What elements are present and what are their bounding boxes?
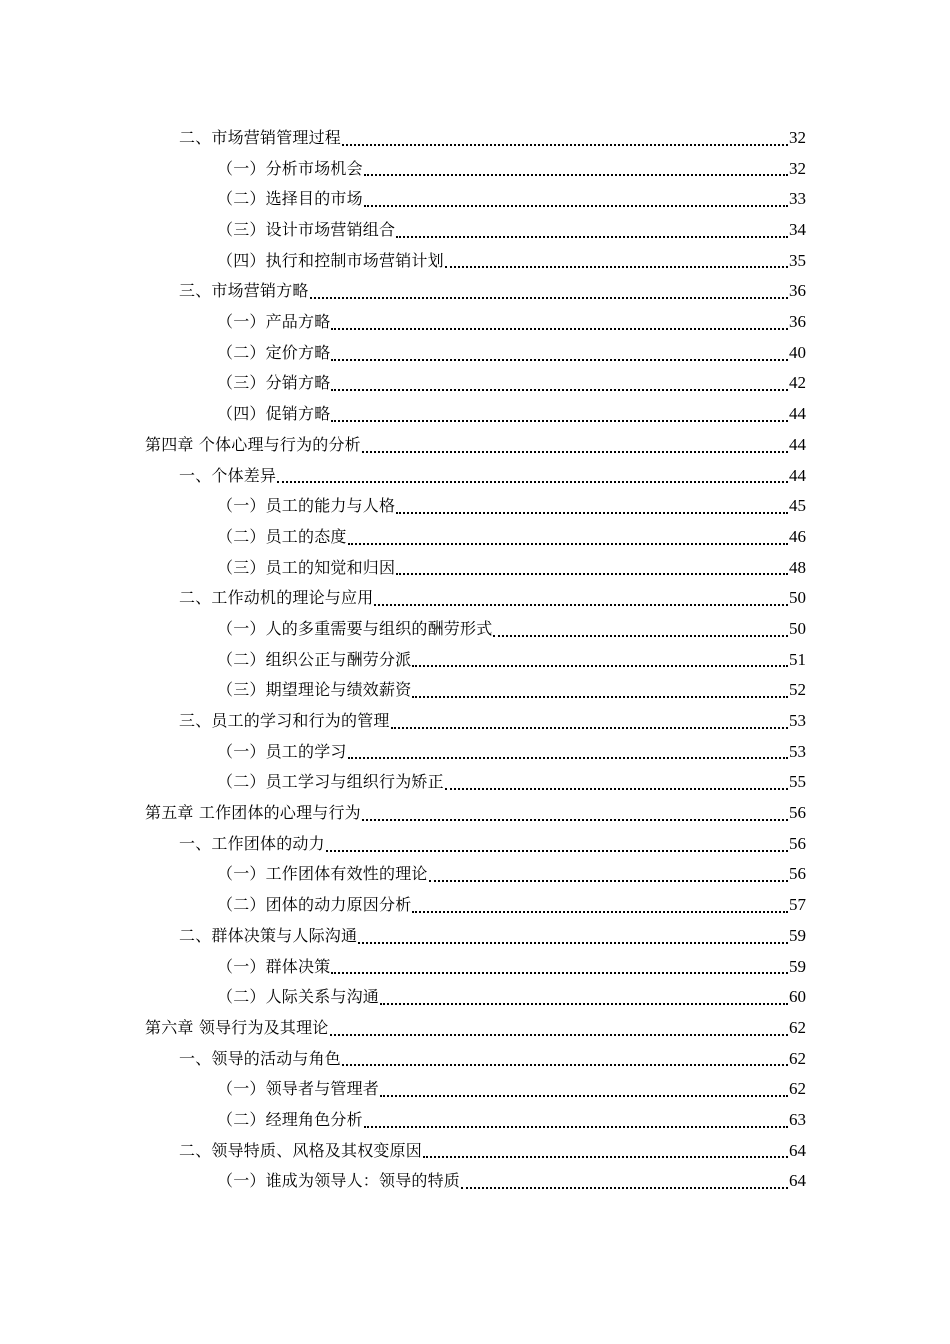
toc-entry-page-number: 63 <box>789 1109 806 1129</box>
toc-entry-0[interactable] <box>0 123 950 154</box>
toc-dot-leader <box>347 522 789 553</box>
toc-entry-title: 二、群体决策与人际沟通 <box>179 925 358 945</box>
toc-entry-page-number: 48 <box>789 557 806 577</box>
toc-entry-title: 三、市场营销方略 <box>179 281 309 301</box>
toc-entry-page-number: 50 <box>789 588 806 608</box>
toc-entry-title: （一）工作团体有效性的理论 <box>217 864 428 884</box>
toc-entry-page-number: 33 <box>789 189 806 209</box>
toc-entry-title: 一、个体差异 <box>179 465 277 485</box>
toc-entry-page-number: 32 <box>789 158 806 178</box>
toc-entry-page-number: 32 <box>789 127 806 147</box>
toc-entry-title: （二）组织公正与酬劳分派 <box>217 649 412 669</box>
toc-entry-15[interactable] <box>0 583 950 614</box>
toc-entry-title: （一）员工的能力与人格 <box>217 496 396 516</box>
toc-entry-title: （一）群体决策 <box>217 956 331 976</box>
toc-entry-title: （三）员工的知觉和归因 <box>217 557 396 577</box>
toc-dot-leader <box>325 829 789 860</box>
toc-entry-title: （一）谁成为领导人：领导的特质 <box>217 1171 461 1191</box>
toc-entry-30[interactable] <box>0 1044 950 1075</box>
toc-entry-title: （三）设计市场营销组合 <box>217 220 396 240</box>
toc-entry-9[interactable] <box>0 399 950 430</box>
toc-dot-leader <box>411 675 789 706</box>
toc-entry-title: 二、工作动机的理论与应用 <box>179 588 374 608</box>
toc-entry-20[interactable] <box>0 737 950 768</box>
toc-entry-page-number: 44 <box>789 434 806 454</box>
toc-entry-12[interactable] <box>0 491 950 522</box>
toc-dot-leader <box>395 215 789 246</box>
toc-dot-leader <box>379 982 789 1013</box>
toc-entry-page-number: 59 <box>789 925 806 945</box>
toc-entry-14[interactable] <box>0 553 950 584</box>
toc-dot-leader <box>347 737 789 768</box>
toc-entry-4[interactable] <box>0 246 950 277</box>
toc-entry-page-number: 55 <box>789 772 806 792</box>
toc-entry-page-number: 45 <box>789 496 806 516</box>
toc-dot-leader <box>422 1136 789 1167</box>
toc-entry-24[interactable] <box>0 860 950 891</box>
toc-entry-page-number: 64 <box>789 1171 806 1191</box>
toc-entry-page-number: 59 <box>789 956 806 976</box>
toc-entry-page-number: 40 <box>789 342 806 362</box>
toc-entry-title: 第四章 个体心理与行为的分析 <box>145 434 361 454</box>
toc-dot-leader <box>379 1074 789 1105</box>
toc-dot-leader <box>329 1013 790 1044</box>
toc-dot-leader <box>309 276 789 307</box>
toc-dot-leader <box>492 614 789 645</box>
toc-entry-title: 二、领导特质、风格及其权变原因 <box>179 1140 423 1160</box>
toc-entry-title: （一）员工的学习 <box>217 741 347 761</box>
toc-entry-title: 第五章 工作团体的心理与行为 <box>145 803 361 823</box>
toc-dot-leader <box>341 123 789 154</box>
toc-entry-23[interactable] <box>0 829 950 860</box>
toc-entry-32[interactable] <box>0 1105 950 1136</box>
toc-entry-16[interactable] <box>0 614 950 645</box>
toc-entry-page-number: 44 <box>789 404 806 424</box>
toc-entry-27[interactable] <box>0 952 950 983</box>
toc-dot-leader <box>373 583 789 614</box>
toc-entry-3[interactable] <box>0 215 950 246</box>
toc-entry-28[interactable] <box>0 982 950 1013</box>
toc-entry-22[interactable] <box>0 798 950 829</box>
toc-entry-page-number: 62 <box>789 1079 806 1099</box>
toc-entry-page-number: 53 <box>789 711 806 731</box>
toc-entry-page-number: 46 <box>789 526 806 546</box>
toc-entry-page-number: 62 <box>789 1048 806 1068</box>
toc-entry-title: （一）分析市场机会 <box>217 158 363 178</box>
toc-dot-leader <box>395 491 789 522</box>
toc-dot-leader <box>330 399 789 430</box>
toc-dot-leader <box>390 706 789 737</box>
toc-entry-19[interactable] <box>0 706 950 737</box>
toc-entry-7[interactable] <box>0 338 950 369</box>
toc-entry-page-number: 35 <box>789 250 806 270</box>
toc-entry-21[interactable] <box>0 767 950 798</box>
toc-entry-page-number: 42 <box>789 373 806 393</box>
toc-dot-leader <box>330 307 789 338</box>
toc-entry-title: （二）员工的态度 <box>217 526 347 546</box>
toc-entry-title: 一、领导的活动与角色 <box>179 1048 342 1068</box>
toc-entry-title: （二）团体的动力原因分析 <box>217 895 412 915</box>
toc-dot-leader <box>411 645 789 676</box>
toc-entry-title: 一、工作团体的动力 <box>179 833 325 853</box>
toc-entry-31[interactable] <box>0 1074 950 1105</box>
toc-dot-leader <box>428 860 789 891</box>
toc-entry-title: 二、市场营销管理过程 <box>179 127 342 147</box>
toc-dot-leader <box>357 921 789 952</box>
toc-entry-title: （三）期望理论与绩效薪资 <box>217 680 412 700</box>
toc-dot-leader <box>444 246 789 277</box>
toc-entry-page-number: 60 <box>789 987 806 1007</box>
toc-entry-title: （二）员工学习与组织行为矫正 <box>217 772 444 792</box>
toc-entry-17[interactable] <box>0 645 950 676</box>
toc-entry-title: 第六章 领导行为及其理论 <box>145 1017 329 1037</box>
toc-entry-page-number: 36 <box>789 312 806 332</box>
toc-entry-25[interactable] <box>0 890 950 921</box>
toc-entry-page-number: 62 <box>789 1017 806 1037</box>
toc-entry-1[interactable] <box>0 154 950 185</box>
toc-entry-page-number: 57 <box>789 895 806 915</box>
toc-entry-title: （一）人的多重需要与组织的酬劳形式 <box>217 618 493 638</box>
toc-dot-leader <box>460 1166 789 1197</box>
toc-entry-29[interactable] <box>0 1013 950 1044</box>
toc-entry-title: （三）分销方略 <box>217 373 331 393</box>
toc-dot-leader <box>330 338 789 369</box>
toc-entry-10[interactable] <box>0 430 950 461</box>
toc-dot-leader <box>330 952 789 983</box>
toc-entry-page-number: 53 <box>789 741 806 761</box>
toc-entry-title: （二）人际关系与沟通 <box>217 987 380 1007</box>
toc-entry-title: （四）执行和控制市场营销计划 <box>217 250 444 270</box>
toc-entry-33[interactable] <box>0 1136 950 1167</box>
toc-entry-26[interactable] <box>0 921 950 952</box>
toc-dot-leader <box>411 890 789 921</box>
toc-dot-leader <box>363 154 789 185</box>
toc-entry-page-number: 34 <box>789 220 806 240</box>
toc-entry-5[interactable] <box>0 276 950 307</box>
toc-entry-page-number: 50 <box>789 618 806 638</box>
toc-entry-page-number: 44 <box>789 465 806 485</box>
toc-dot-leader <box>395 553 789 584</box>
toc-dot-leader <box>361 798 789 829</box>
toc-entry-title: （二）定价方略 <box>217 342 331 362</box>
toc-entry-page-number: 64 <box>789 1140 806 1160</box>
table-of-contents <box>0 123 950 1197</box>
toc-entry-page-number: 56 <box>789 833 806 853</box>
toc-entry-title: （二）选择目的市场 <box>217 189 363 209</box>
toc-entry-6[interactable] <box>0 307 950 338</box>
toc-dot-leader <box>341 1044 789 1075</box>
toc-entry-2[interactable] <box>0 184 950 215</box>
toc-dot-leader <box>363 184 789 215</box>
toc-entry-8[interactable] <box>0 369 950 400</box>
toc-entry-title: 三、员工的学习和行为的管理 <box>179 711 390 731</box>
toc-entry-18[interactable] <box>0 675 950 706</box>
toc-dot-leader <box>330 369 789 400</box>
toc-entry-11[interactable] <box>0 461 950 492</box>
toc-entry-title: （一）领导者与管理者 <box>217 1079 380 1099</box>
toc-dot-leader <box>363 1105 789 1136</box>
toc-entry-title: （一）产品方略 <box>217 312 331 332</box>
toc-entry-page-number: 56 <box>789 864 806 884</box>
toc-entry-page-number: 36 <box>789 281 806 301</box>
toc-entry-page-number: 52 <box>789 680 806 700</box>
toc-entry-34[interactable] <box>0 1166 950 1197</box>
toc-dot-leader <box>276 461 789 492</box>
toc-entry-page-number: 56 <box>789 803 806 823</box>
toc-entry-title: （二）经理角色分析 <box>217 1109 363 1129</box>
toc-dot-leader <box>444 767 789 798</box>
toc-entry-page-number: 51 <box>789 649 806 669</box>
toc-entry-13[interactable] <box>0 522 950 553</box>
toc-dot-leader <box>361 430 789 461</box>
toc-entry-title: （四）促销方略 <box>217 404 331 424</box>
